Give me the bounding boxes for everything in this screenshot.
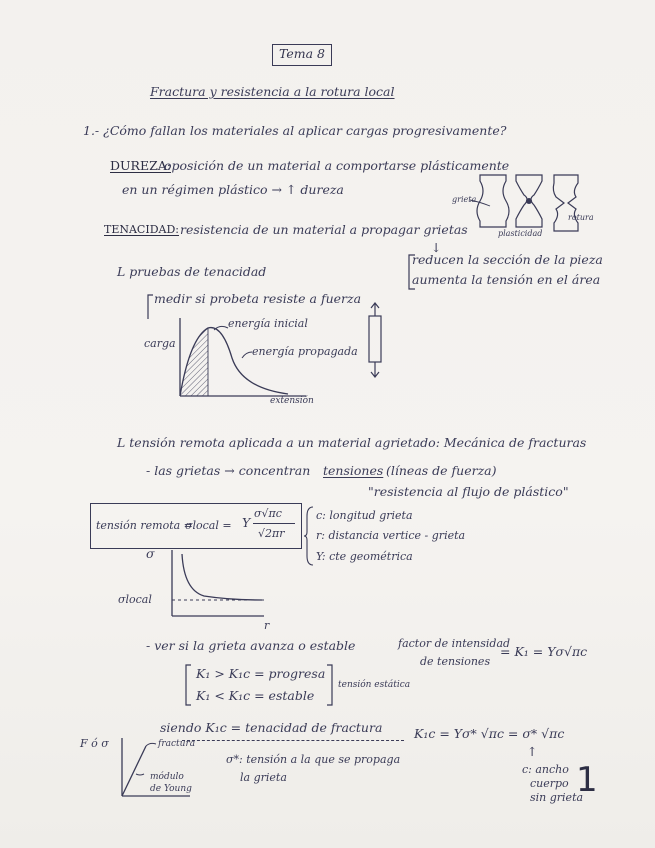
- sigma-r-graph: [160, 550, 270, 622]
- siendo-dashed-line: [182, 740, 404, 741]
- conditions-bracket-icon: [184, 664, 192, 706]
- formula-var-c: c: longitud grieta: [316, 509, 413, 522]
- modulo-line2: de Young: [150, 784, 192, 794]
- formula-sigma-local: σlocal =: [185, 519, 232, 532]
- grietas-prefix: - las grietas → concentran: [146, 463, 311, 478]
- modulo-line1: módulo: [150, 772, 184, 782]
- formula-numerator: σ√πc: [254, 507, 282, 520]
- k1-formula: = K₁ = Yσ√πc: [500, 644, 588, 659]
- graph2-sigma-local: σlocal: [118, 593, 152, 606]
- mecanica-line: L tensión remota aplicada a un material agrietado: Mecánica de fracturas: [117, 435, 587, 450]
- arrow-down-icon: ↓: [431, 240, 442, 255]
- pruebas-line2: medir si probeta resiste a fuerza: [154, 291, 362, 306]
- tenacidad-definition: resistencia de un material a propagar grietas: [180, 222, 468, 237]
- c-note1: c: ancho: [522, 763, 569, 776]
- factor-line1: factor de intensidad: [398, 637, 511, 650]
- tenacidad-note1: reducen la sección de la pieza: [412, 252, 603, 267]
- dureza-line2: en un régimen plástico → ↑ dureza: [122, 182, 344, 197]
- tenacidad-note2: aumenta la tensión en el área: [412, 272, 601, 287]
- graph1-arrows: [212, 322, 272, 362]
- energia-inicial-label: energía inicial: [228, 317, 308, 330]
- graph2-sigma: σ: [146, 546, 155, 561]
- tenacidad-label: TENACIDAD:: [104, 223, 179, 236]
- grietas-tensiones: tensiones: [323, 463, 384, 478]
- rotura-label: rotura: [568, 213, 594, 222]
- formula-vars-bracket-icon: [304, 506, 314, 566]
- sigma-star-line2: la grieta: [240, 771, 287, 784]
- sigma-star-line1: σ*: tensión a la que se propaga: [226, 753, 401, 766]
- conditions-right-bracket-icon: [326, 664, 334, 706]
- grietas-suffix: (líneas de fuerza): [386, 463, 497, 478]
- tension-specimen-icon: [363, 302, 387, 378]
- energia-propagada-label: energía propagada: [252, 345, 358, 358]
- fractura-label: fractura: [158, 739, 196, 749]
- page-title: Tema 8: [279, 46, 325, 61]
- formula-lhs: tensión remota =: [96, 519, 193, 532]
- graph2-r: r: [264, 619, 270, 632]
- estable-line: - ver si la grieta avanza o estable: [146, 638, 356, 653]
- graph1-ylabel: carga: [144, 337, 176, 350]
- factor-line2: de tensiones: [420, 655, 491, 668]
- dureza-definition: oposición de un material a comportarse plásticamente: [164, 158, 510, 173]
- page-number: 1: [576, 760, 598, 800]
- formula-var-r: r: distancia vertice - grieta: [316, 529, 466, 542]
- question-line: 1.- ¿Cómo fallan los materiales al aplicar cargas progresivamente?: [83, 123, 507, 138]
- c-note2: cuerpo: [530, 777, 569, 790]
- dureza-label: DUREZA:: [110, 158, 172, 173]
- formula-y: Y: [242, 515, 251, 530]
- condition-estable: K₁ < K₁c = estable: [196, 688, 315, 703]
- grietas-resistencia: "resistencia al flujo de plástico": [368, 484, 569, 499]
- condition-progresa: K₁ > K₁c = progresa: [196, 666, 326, 681]
- pruebas-line1: L pruebas de tenacidad: [117, 264, 267, 279]
- up-arrow-icon: ↑: [527, 744, 538, 759]
- pruebas-bracket-icon: [146, 294, 154, 320]
- graph1-xlabel: extensión: [270, 396, 314, 406]
- page-subtitle: Fractura y resistencia a la rotura local: [150, 84, 395, 99]
- grieta-label: grieta: [452, 195, 477, 204]
- fraction-bar: [253, 523, 295, 524]
- c-note3: sin grieta: [530, 791, 584, 804]
- tension-estatica-label: tensión estática: [338, 680, 411, 690]
- graph3-axis: F ó σ: [80, 737, 109, 750]
- plasticidad-label: plasticidad: [498, 229, 543, 238]
- formula-var-y: Y: cte geométrica: [316, 550, 413, 563]
- formula-denominator: √2πr: [258, 527, 285, 540]
- k1c-formula: K₁c = Yσ* √πc = σ* √πc: [414, 726, 565, 741]
- siendo-line: siendo K₁c = tenacidad de fractura: [160, 720, 383, 735]
